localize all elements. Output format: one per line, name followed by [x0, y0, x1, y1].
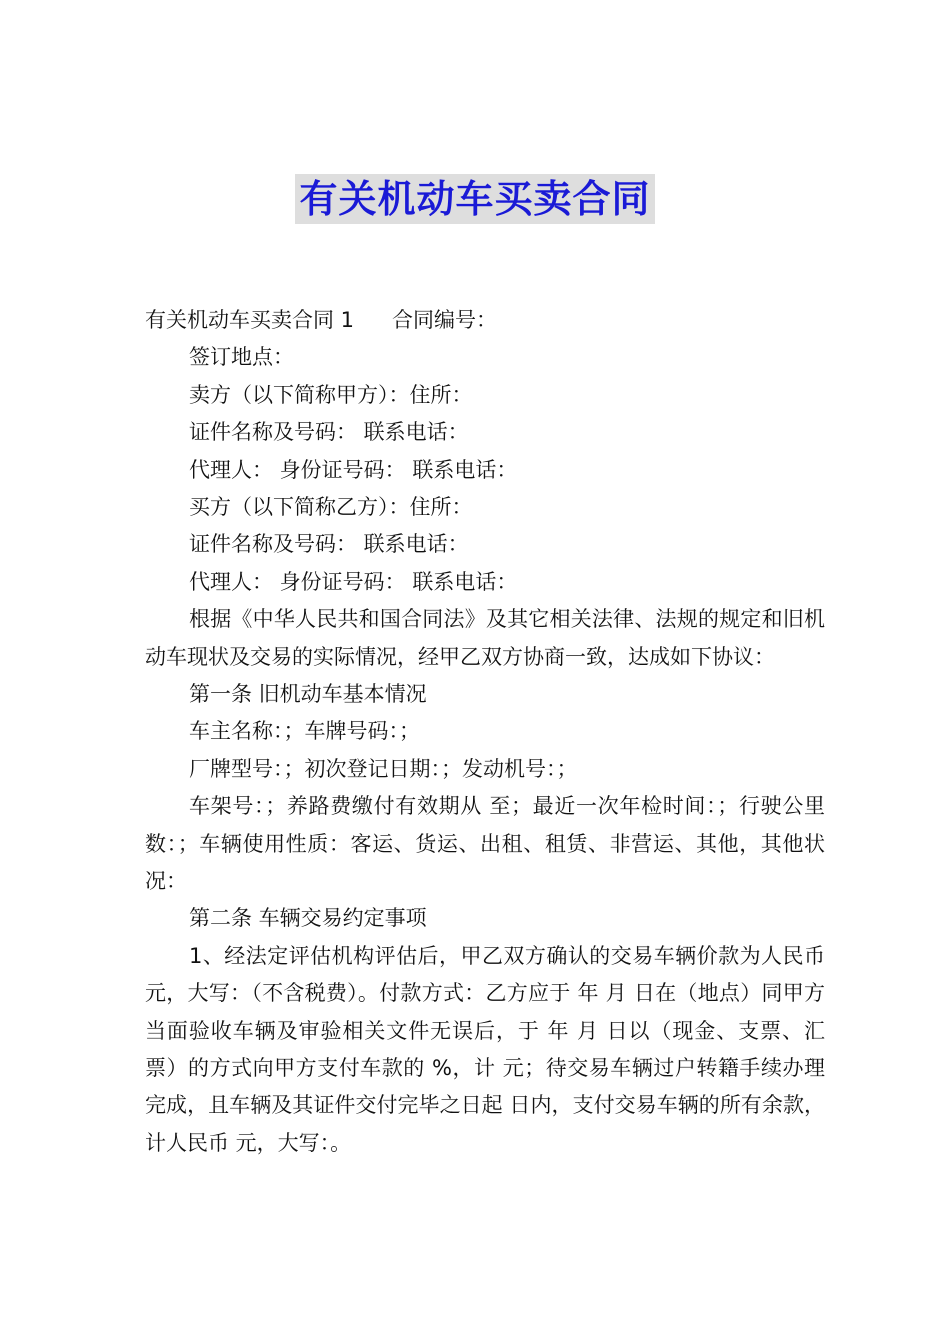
- article-2-title: 第二条 车辆交易约定事项: [189, 906, 427, 931]
- basis-paragraph: 根据《中华人民共和国合同法》及其它相关法律、法规的规定和旧机动车现状及交易的实际情况，经甲乙双方协商一致，达成如下协议：: [145, 607, 825, 669]
- seller-line: 卖方（以下简称甲方）：住所：: [189, 382, 473, 407]
- document-title: 有关机动车买卖合同: [295, 174, 654, 224]
- contract-heading: 有关机动车买卖合同 1: [145, 308, 355, 332]
- article-1-model-line: 厂牌型号：；初次登记日期：；发动机号：；: [189, 756, 578, 781]
- article-1-owner-line: 车主名称：；车牌号码：；: [189, 719, 420, 744]
- article-2-paragraph-1: 1、经法定评估机构评估后，甲乙双方确认的交易车辆价款为人民币 元，大写：（不含税费）。付款方式：乙方应于 年 月 日在（地点）同甲方当面验收车辆及审验相关文件无误后，于 年 月 日以（现金、支票、汇票）的方式向甲方支付车款的 %，计 元；待交易车辆过户转籍手续办理完成，且车辆及其证件交付完毕之日起 日内，支付交易车辆的所有余款，计人民币 元，大写：。: [145, 943, 825, 1155]
- buyer-agent-line: 代理人： 身份证号码： 联系电话：: [189, 569, 518, 594]
- article-1-title: 第一条 旧机动车基本情况: [189, 681, 427, 706]
- seller-id-line: 证件名称及号码： 联系电话：: [189, 420, 469, 445]
- buyer-id-line: 证件名称及号码： 联系电话：: [189, 532, 469, 557]
- title-container: [0, 174, 950, 224]
- buyer-line: 买方（以下简称乙方）：住所：: [189, 494, 473, 519]
- signing-place-line: 签订地点：: [189, 345, 294, 370]
- document-body: [145, 302, 825, 1162]
- seller-agent-line: 代理人： 身份证号码： 联系电话：: [189, 457, 518, 482]
- contract-number-label: 合同编号：: [392, 308, 498, 332]
- header-line: [145, 302, 825, 339]
- article-1-paragraph: 车架号：；养路费缴付有效期从 至；最近一次年检时间：；行驶公里数：；车辆使用性质：客运、货运、出租、租赁、非营运、其他，其他状况：: [145, 794, 825, 893]
